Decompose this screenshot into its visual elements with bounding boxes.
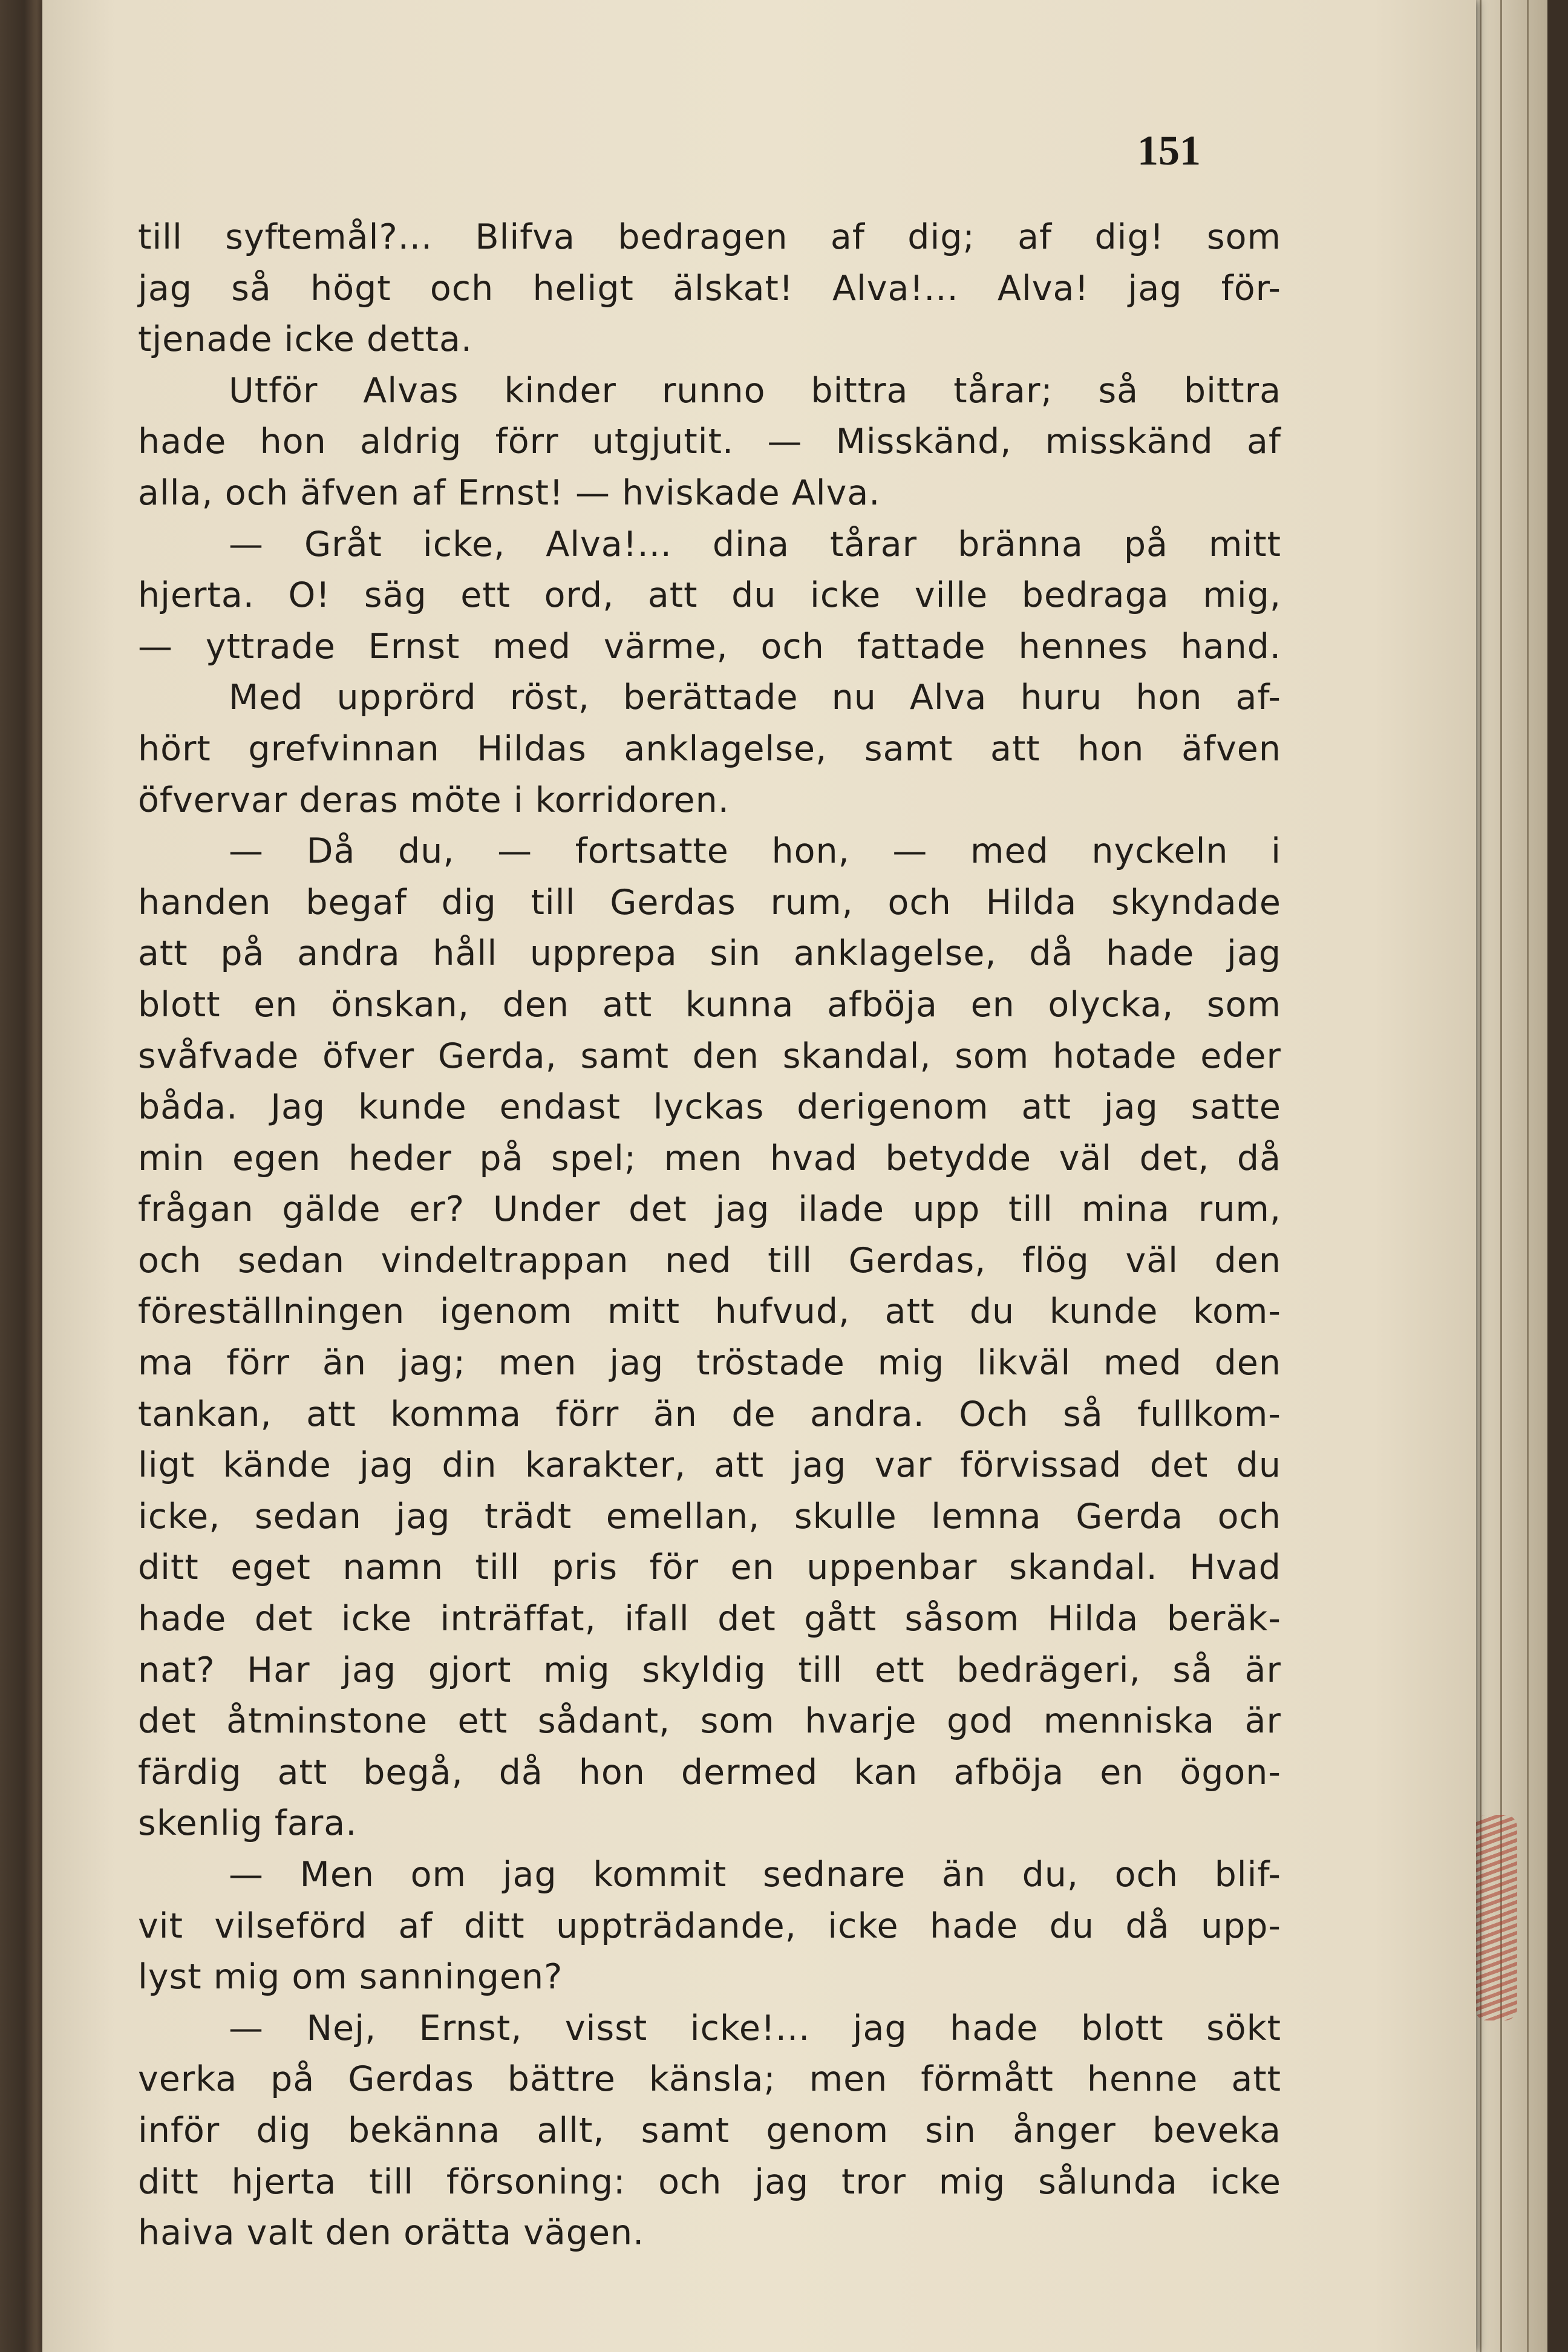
page-number: 151 xyxy=(1137,128,1201,174)
red-stamp-mark xyxy=(1475,1815,1517,2020)
text-line: icke, sedan jag trädt emellan, skulle lemna Gerda och xyxy=(138,1496,1281,1537)
text-line: inför dig bekänna allt, samt genom sin ånger beveka xyxy=(138,2110,1281,2151)
text-line: handen begaf dig till Gerdas rum, och Hilda skyndade xyxy=(138,882,1281,923)
text-line: — Gråt icke, Alva!... dina tårar bränna på mitt xyxy=(229,524,1281,564)
body-text xyxy=(138,212,1281,2259)
text-line: båda. Jag kunde endast lyckas derigenom att jag satte xyxy=(138,1087,1281,1128)
text-line: svåfvade öfver Gerda, samt den skandal, som hotade eder xyxy=(138,1036,1281,1076)
text-line: frågan gälde er? Under det jag ilade upp till mina rum, xyxy=(138,1189,1281,1230)
text-line: — Då du, — fortsatte hon, — med nyckeln i xyxy=(229,831,1281,872)
text-line: tjenade icke detta. xyxy=(138,319,473,360)
text-line: och sedan vindeltrappan ned till Gerdas, flög väl den xyxy=(138,1240,1281,1281)
text-line: verka på Gerdas bättre känsla; men förmått henne att xyxy=(138,2059,1281,2100)
text-line: nat? Har jag gjort mig skyldig till ett bedrägeri, så är xyxy=(138,1650,1281,1690)
text-line: hört grefvinnan Hildas anklagelse, samt att hon äfven xyxy=(138,728,1281,769)
text-line: till syftemål?... Blifva bedragen af dig; af dig! som xyxy=(138,217,1281,257)
text-line: vit vilseförd af ditt uppträdande, icke hade du då upp- xyxy=(138,1906,1281,1946)
text-line: min egen heder på spel; men hvad betydde väl det, då xyxy=(138,1138,1281,1178)
text-line: skenlig fara. xyxy=(138,1803,358,1844)
text-line: hade det icke inträffat, ifall det gått såsom Hilda beräk- xyxy=(138,1599,1281,1639)
text-line: det åtminstone ett sådant, som hvarje god menniska är xyxy=(138,1701,1281,1742)
text-line: ditt eget namn till pris för en uppenbar skandal. Hvad xyxy=(138,1547,1281,1588)
text-line: haiva valt den orätta vägen. xyxy=(138,2213,645,2253)
text-line: ma förr än jag; men jag tröstade mig likväl med den xyxy=(138,1343,1281,1383)
text-line: hade hon aldrig förr utgjutit. — Misskänd, misskänd af xyxy=(138,422,1281,462)
text-line: öfvervar deras möte i korridoren. xyxy=(138,780,730,820)
text-line: ligt kände jag din karakter, att jag var förvissad det du xyxy=(138,1445,1281,1486)
text-line: jag så högt och heligt älskat! Alva!... Alva! jag för- xyxy=(138,268,1281,309)
text-line: ditt hjerta till försoning: och jag tror mig sålunda icke xyxy=(138,2161,1281,2202)
text-line: lyst mig om sanningen? xyxy=(138,1957,563,1998)
page-edge-line xyxy=(1527,0,1529,2352)
text-line: — yttrade Ernst med värme, och fattade hennes hand. xyxy=(138,626,1281,667)
text-line: färdig att begå, då hon dermed kan afböja en ögon- xyxy=(138,1752,1281,1792)
text-line: Med upprörd röst, berättade nu Alva huru hon af- xyxy=(229,678,1281,718)
text-line: att på andra håll upprepa sin anklagelse, då hade jag xyxy=(138,933,1281,974)
text-line: alla, och äfven af Ernst! — hviskade Alva. xyxy=(138,472,881,513)
text-line: — Nej, Ernst, visst icke!... jag hade blott sökt xyxy=(229,2008,1281,2048)
text-line: hjerta. O! säg ett ord, att du icke ville bedraga mig, xyxy=(138,575,1281,616)
text-line: blott en önskan, den att kunna afböja en olycka, som xyxy=(138,984,1281,1025)
text-line: föreställningen igenom mitt hufvud, att du kunde kom- xyxy=(138,1292,1281,1332)
text-line: Utför Alvas kinder runno bittra tårar; så bittra xyxy=(229,370,1281,411)
text-line: — Men om jag kommit sednare än du, och blif- xyxy=(229,1855,1281,1895)
text-line: tankan, att komma förr än de andra. Och så fullkom- xyxy=(138,1394,1281,1434)
